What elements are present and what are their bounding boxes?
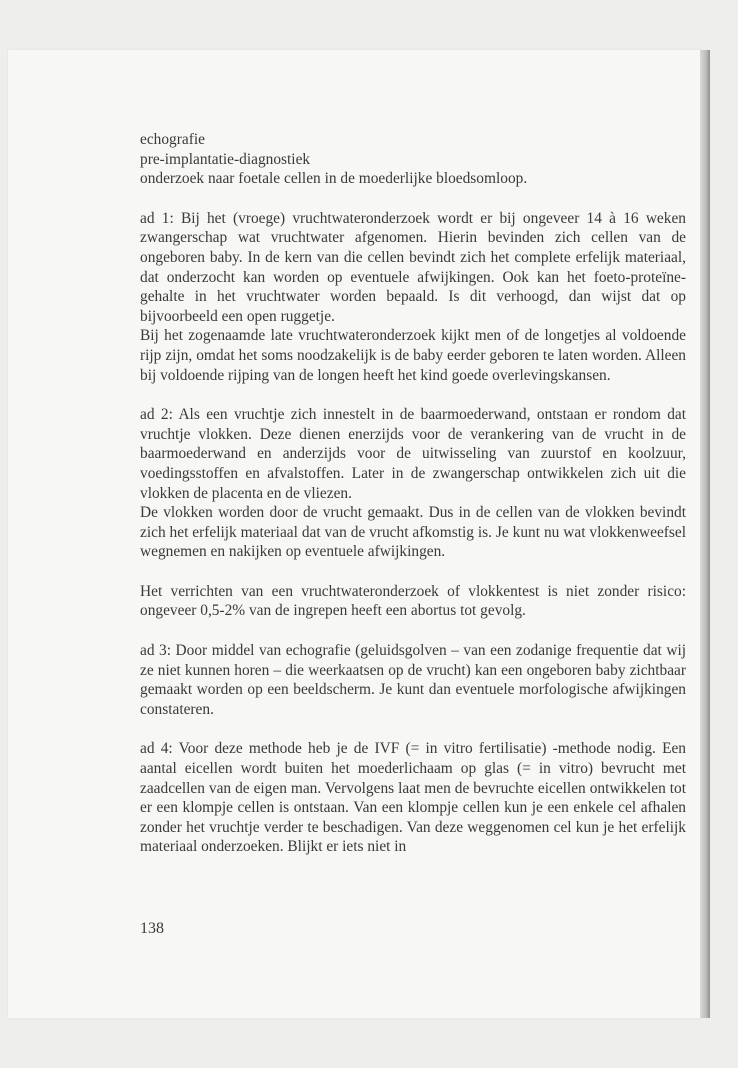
- paragraph-ad2-implant: ad 2: Als een vruchtje zich innestelt in de baarmoederwand, ontstaan er rondom dat vruchtje vlokken. Deze dienen enerzijds voor de verankering van de vrucht in de baarmoederwand en anderzijds voor de uitwisseling van zuurstof en koolzuur, voedingsstoffen en afvalstoffen. Later in de zwangerschap ontwikkelen zich uit die vlokken de placenta en de vliezen.: [140, 406, 686, 502]
- body-text: [140, 130, 686, 877]
- list-item: pre-implantatie-diagnostiek: [140, 150, 311, 168]
- paragraph-ad2-villi: De vlokken worden door de vrucht gemaakt. Dus in de cellen van de vlokken bevindt zich het erfelijk materiaal dat van de vrucht afkomstig is. Je kunt nu wat vlokkenweefsel wegnemen en nakijken op eventuele afwijkingen.: [140, 504, 686, 561]
- paragraph-ad3: ad 3: Door middel van echografie (geluidsgolven – van een zodanige frequentie dat wij ze niet kunnen horen – die weerkaatsen op de vrucht) kan een ongeboren baby zichtbaar gemaakt worden op een beeldscherm. Je kunt dan eventuele morfologische afwijkingen constateren.: [140, 642, 686, 718]
- paragraph-ad1-early: ad 1: Bij het (vroege) vruchtwateronderzoek wordt er bij ongeveer 14 à 16 weken zwangerschap wat vruchtwater afgenomen. Hierin bevinden zich cellen van de ongeboren baby. In de kern van die cellen bevindt zich het complete erfelijk materiaal, dat onderzocht kan worden op eventuele afwijkingen. Ook kan het foeto-proteïne-gehalte in het vruchtwater worden bepaald. Is dit verhoogd, dan wijst dat op bijvoorbeeld een open ruggetje.: [140, 209, 686, 325]
- methods-list: [140, 130, 686, 189]
- page-number: 138: [140, 920, 164, 937]
- paragraph-ad1: [140, 209, 686, 385]
- paragraph-risk: Het verrichten van een vruchtwateronderzoek of vlokkentest is niet zonder risico: ongeveer 0,5-2% van de ingrepen heeft een abortus tot gevolg.: [140, 582, 686, 620]
- page-edge-shadow: [700, 50, 710, 1018]
- paragraph-ad1-late: Bij het zogenaamde late vruchtwateronderzoek kijkt men of de longetjes al voldoende rijp zijn, omdat het soms noodzakelijk is de baby eerder geboren te laten worden. Alleen bij voldoende rijping van de longen heeft het kind goede overlevingskansen.: [140, 327, 686, 384]
- list-item: onderzoek naar foetale cellen in de moederlijke bloedsomloop.: [140, 170, 528, 188]
- paragraph-ad4: ad 4: Voor deze methode heb je de IVF (= in vitro fertilisatie) -methode nodig. Een aantal eicellen wordt buiten het moederlichaam op glas (= in vitro) bevrucht met zaadcellen van de eigen man. Vervolgens laat men de bevruchte eicellen ontwikkelen tot er een klompje cellen is ontstaan. Van een klompje cellen kun je een enkele cel afhalen zonder het vruchtje verder te beschadigen. Van deze weggenomen cel kun je het erfelijk materiaal onderzoeken. Blijkt er iets niet in: [140, 740, 686, 856]
- list-item: echografie: [140, 131, 205, 148]
- paragraph-ad2: [140, 405, 686, 562]
